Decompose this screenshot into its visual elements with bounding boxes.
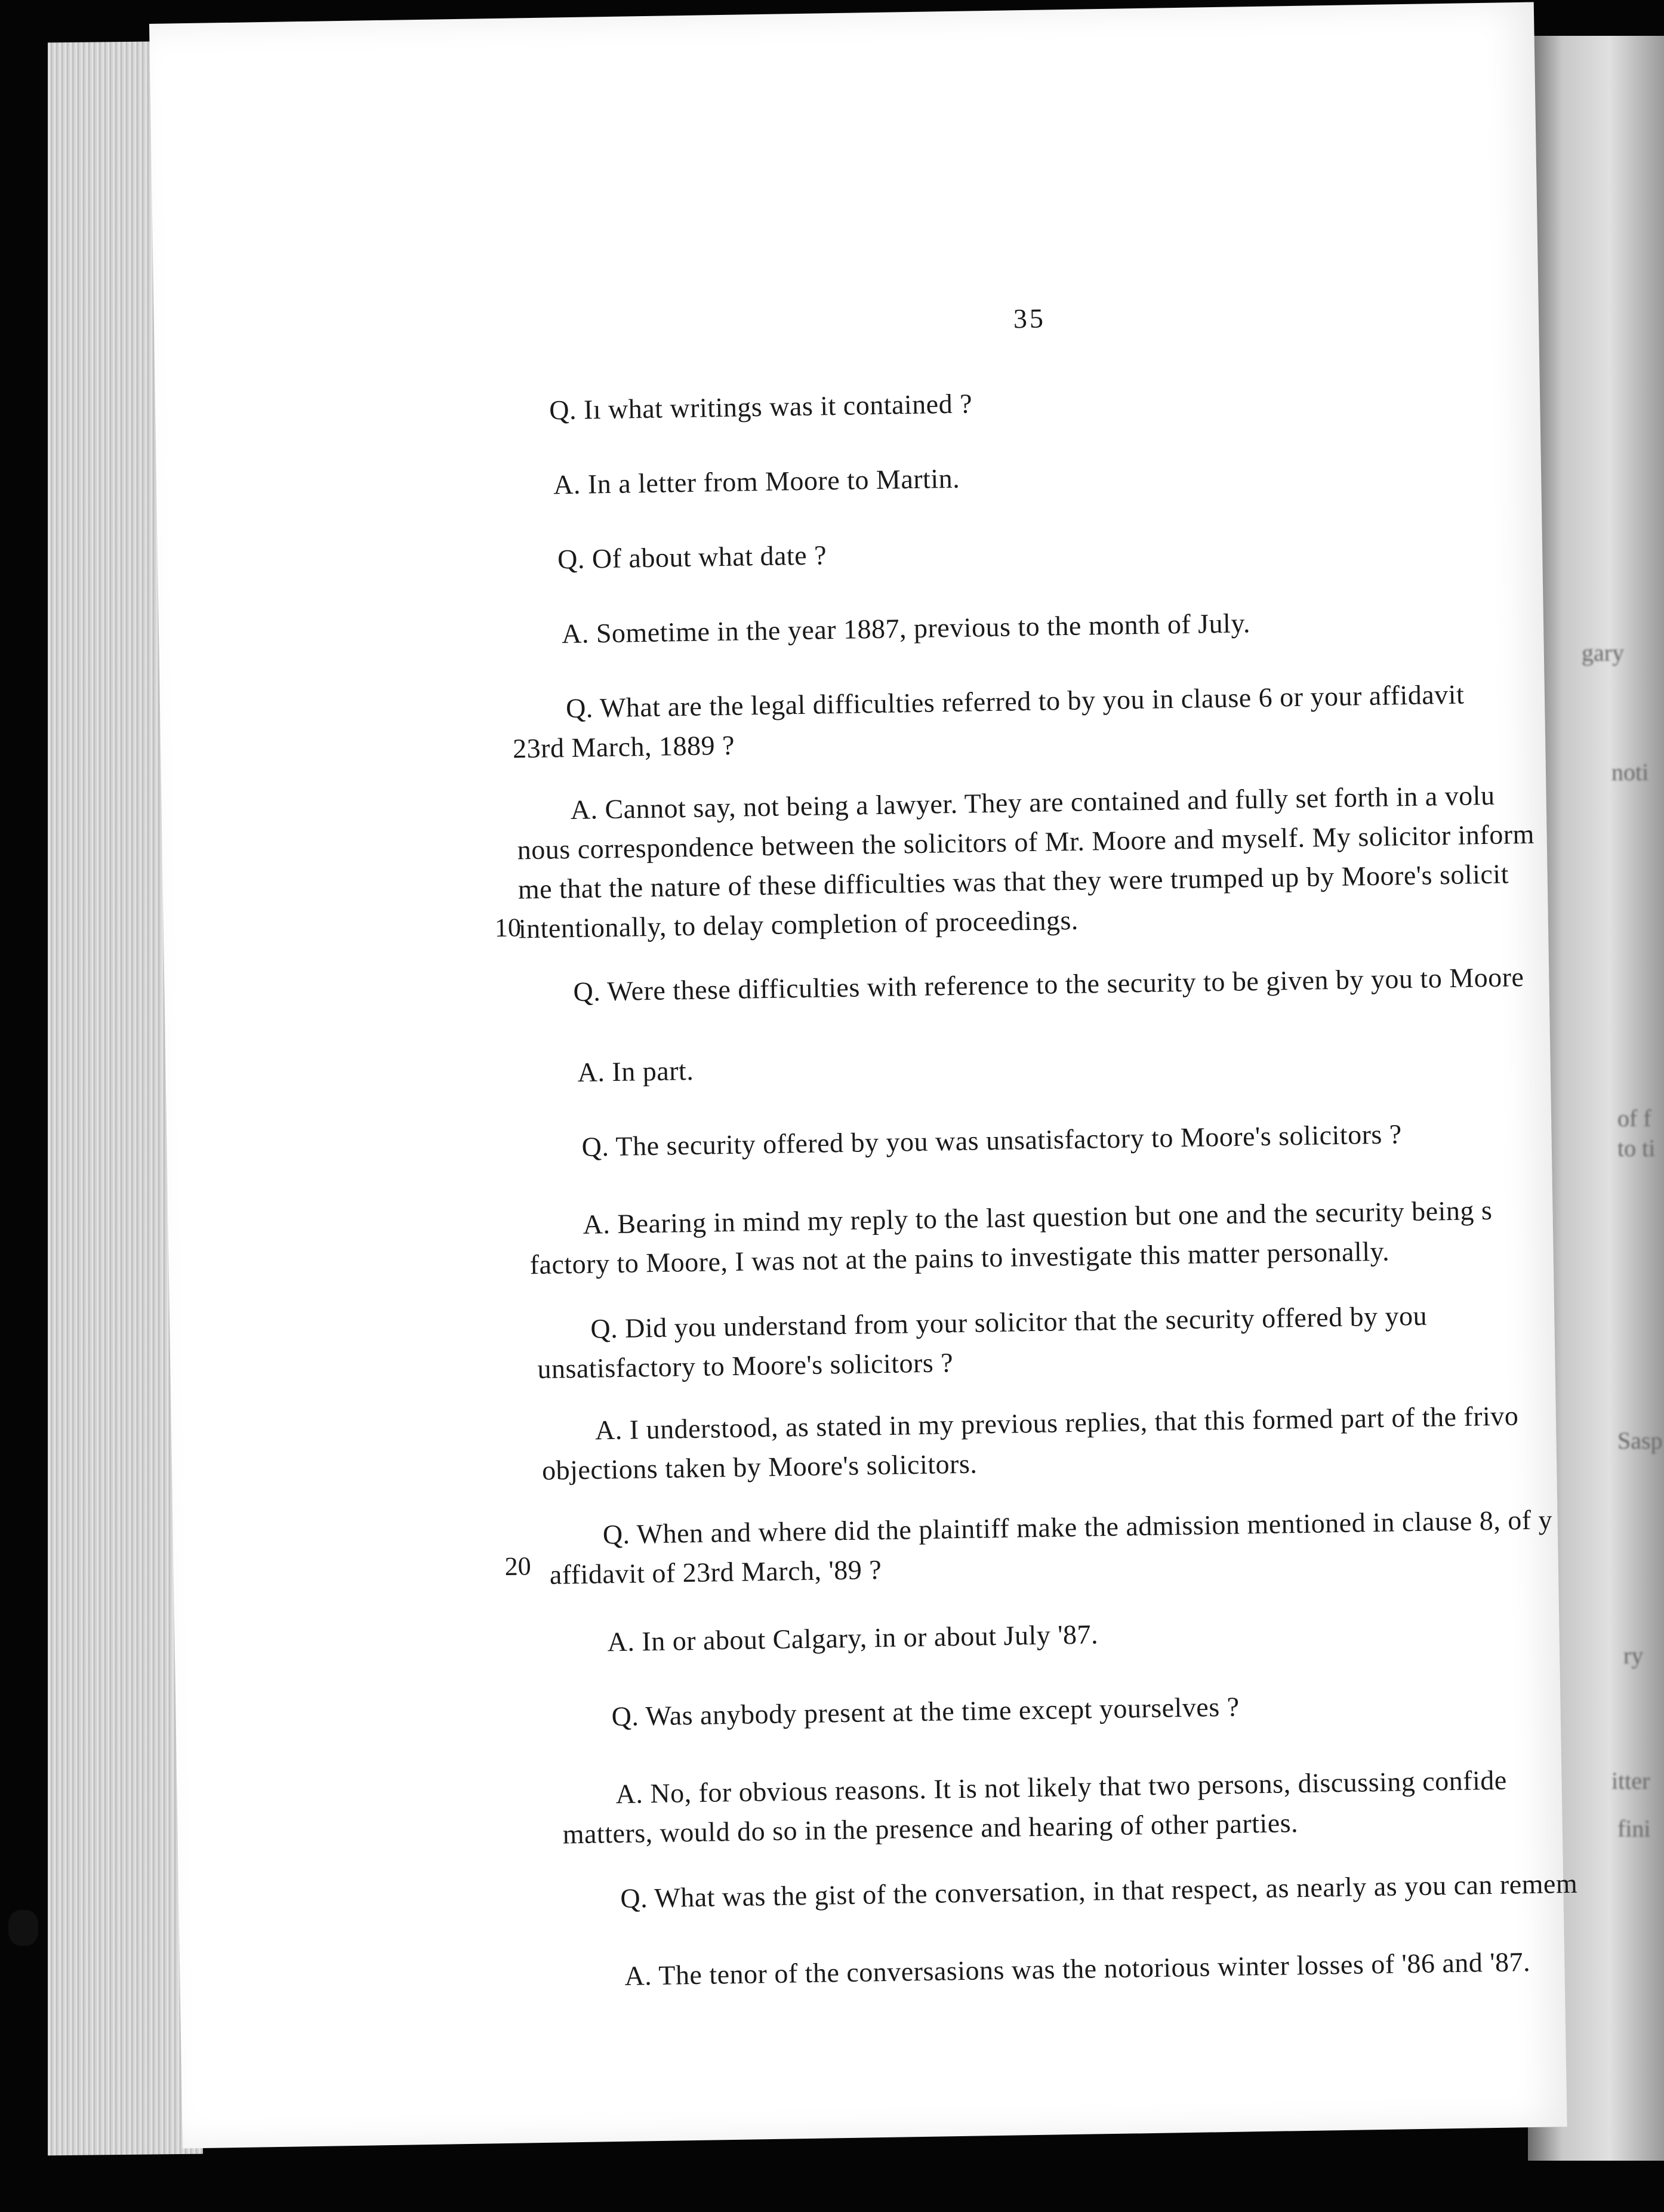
answer-paragraph xyxy=(553,459,960,505)
text-line: unsatisfactory to Moore's solicitors ? xyxy=(537,1347,954,1385)
answer-paragraph xyxy=(516,775,1536,949)
text-line: Q. The security offered by you was unsatisfactory to Moore's solicitors ? xyxy=(581,1119,1403,1162)
text-line: A. Sometime in the year 1887, previous to the month of July. xyxy=(561,608,1251,649)
text-line: me that the nature of these difficulties was that they were trumped up by Moore's solicit xyxy=(517,858,1509,905)
answer-paragraph xyxy=(624,1942,1531,1996)
text-line: 23rd March, 1889 ? xyxy=(512,729,735,764)
question-paragraph xyxy=(548,1500,1553,1594)
facing-page-fragment: ry xyxy=(1623,1642,1644,1669)
facing-page-fragment: noti xyxy=(1611,759,1649,785)
text-line: affidavit of 23rd March, '89 ? xyxy=(549,1554,882,1590)
text-line: objections taken by Moore's solicitors. xyxy=(541,1448,978,1486)
facing-page-fragment: of f xyxy=(1617,1105,1651,1132)
text-line: A. I understood, as stated in my previous replies, that this formed part of the frivo xyxy=(594,1400,1519,1446)
question-paragraph xyxy=(620,1864,1578,1918)
answer-paragraph xyxy=(607,1615,1098,1662)
text-line: A. Bearing in mind my reply to the last question but one and the security being s xyxy=(583,1194,1493,1240)
text-line: A. Cannot say, not being a lawyer. They are contained and fully set forth in a volu xyxy=(570,780,1495,825)
answer-paragraph xyxy=(577,1051,694,1092)
text-line: Q. Was anybody present at the time except yourselves ? xyxy=(611,1691,1240,1732)
question-paragraph xyxy=(573,957,1524,1012)
facing-page-fragment: gary xyxy=(1582,639,1625,666)
document-page xyxy=(149,2,1578,2149)
answer-paragraph xyxy=(562,1761,1508,1854)
question-paragraph xyxy=(537,1296,1428,1389)
text-line: Q. When and where did the plaintiff make the admission mentioned in clause 8, of y xyxy=(602,1504,1553,1550)
text-line: Q. Were these difficulties with reference to the security to be given by you to Moore xyxy=(573,962,1524,1008)
facing-page-fragment: fini xyxy=(1617,1815,1651,1842)
text-line: A. The tenor of the conversasions was the notorious winter losses of '86 and '87. xyxy=(624,1946,1531,1991)
question-paragraph xyxy=(557,535,827,579)
text-line: A. In part. xyxy=(577,1055,694,1087)
facing-page-fragment: Sasp xyxy=(1617,1427,1663,1454)
facing-page-fragment: itter xyxy=(1611,1767,1650,1794)
answer-paragraph xyxy=(541,1396,1520,1490)
line-number-marker: 10 xyxy=(494,913,522,943)
text-line: A. No, for obvious reasons. It is not likely that two persons, discussing confide xyxy=(615,1764,1508,1810)
text-line: nous correspondence between the solicitors of Mr. Moore and myself. My solicitor inform xyxy=(517,818,1535,865)
question-paragraph xyxy=(512,675,1465,769)
text-line: Q. Iı what writings was it contained ? xyxy=(548,388,973,426)
question-paragraph xyxy=(581,1114,1402,1167)
question-paragraph xyxy=(549,384,973,430)
line-number-marker: 20 xyxy=(504,1551,532,1581)
text-line: Q. What are the legal difficulties referred to by you in clause 6 or your affidavit xyxy=(565,679,1465,724)
text-line: Q. Of about what date ? xyxy=(557,540,827,575)
text-line: intentionally, to delay completion of proceedings. xyxy=(518,904,1079,944)
answer-paragraph xyxy=(562,603,1251,654)
text-line: A. In or about Calgary, in or about July '87. xyxy=(607,1619,1099,1658)
page-number: 35 xyxy=(1013,303,1046,334)
text-line: A. In a letter from Moore to Martin. xyxy=(553,463,960,500)
scan-smudge xyxy=(8,1910,38,1946)
answer-paragraph xyxy=(529,1191,1493,1284)
text-line: factory to Moore, I was not at the pains to investigate this matter personally. xyxy=(529,1236,1390,1280)
question-paragraph xyxy=(611,1687,1240,1737)
facing-page-fragment: to ti xyxy=(1617,1135,1656,1162)
text-line: matters, would do so in the presence and hearing of other parties. xyxy=(562,1807,1299,1850)
text-line: Q. What was the gist of the conversation, in that respect, as nearly as you can remem xyxy=(620,1868,1578,1914)
text-line: Q. Did you understand from your solicitor that the security offered by you xyxy=(590,1300,1428,1344)
